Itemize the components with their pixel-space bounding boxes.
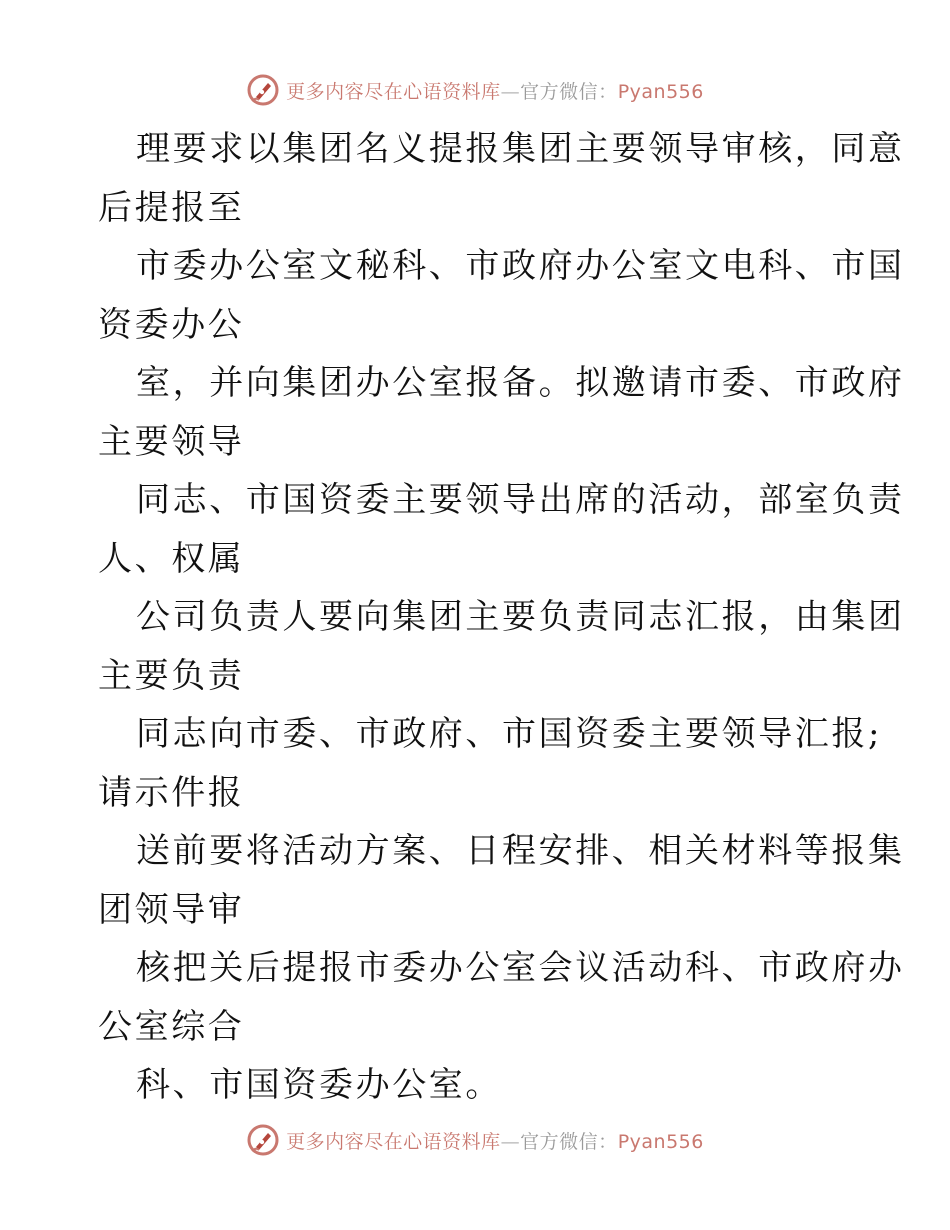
pen-nib-circle-icon bbox=[246, 1123, 280, 1157]
paragraph-line: 科、市国资委办公室。 bbox=[136, 1065, 502, 1105]
paragraph-line: 室，并向集团办公室报备。拟邀请市委、市政府 bbox=[136, 363, 905, 403]
paragraph-line: 后提报至 bbox=[98, 187, 245, 228]
watermark-brand: 更多内容尽在心语资料库 bbox=[286, 1130, 501, 1153]
paragraph-line: 公司负责人要向集团主要负责同志汇报，由集团 bbox=[136, 597, 905, 637]
paragraph-line: 公室综合 bbox=[98, 1006, 245, 1047]
paragraph-line: 团领导审 bbox=[98, 889, 245, 930]
paragraph-line: 人、权属 bbox=[98, 538, 245, 579]
footer-watermark bbox=[0, 1120, 950, 1160]
paragraph-line: 主要领导 bbox=[98, 421, 245, 462]
header-watermark bbox=[0, 70, 950, 110]
watermark-separator: — bbox=[500, 80, 521, 103]
watermark-text bbox=[286, 77, 704, 104]
watermark-text bbox=[286, 1127, 704, 1154]
paragraph-line: 资委办公 bbox=[98, 304, 245, 345]
watermark-brand: 更多内容尽在心语资料库 bbox=[286, 80, 501, 103]
paragraph-line: 理要求以集团名义提报集团主要领导审核，同意 bbox=[136, 129, 905, 169]
watermark-separator: — bbox=[500, 1130, 521, 1153]
document-body bbox=[98, 120, 905, 1115]
paragraph-line: 同志向市委、市政府、市国资委主要领导汇报; bbox=[136, 714, 883, 754]
paragraph-line: 送前要将活动方案、日程安排、相关材料等报集 bbox=[136, 831, 905, 871]
watermark-wechat-id: Pyan556 bbox=[617, 80, 704, 103]
paragraph-line: 主要负责 bbox=[98, 655, 245, 696]
pen-nib-circle-icon bbox=[246, 73, 280, 107]
watermark-wechat-label: 官方微信： bbox=[520, 1130, 618, 1153]
watermark-wechat-label: 官方微信： bbox=[520, 80, 618, 103]
paragraph-line: 市委办公室文秘科、市政府办公室文电科、市国 bbox=[136, 246, 905, 286]
watermark-wechat-id: Pyan556 bbox=[617, 1130, 704, 1153]
paragraph-line: 请示件报 bbox=[98, 772, 245, 813]
paragraph-line: 核把关后提报市委办公室会议活动科、市政府办 bbox=[136, 948, 905, 988]
paragraph-line: 同志、市国资委主要领导出席的活动，部室负责 bbox=[136, 480, 905, 520]
